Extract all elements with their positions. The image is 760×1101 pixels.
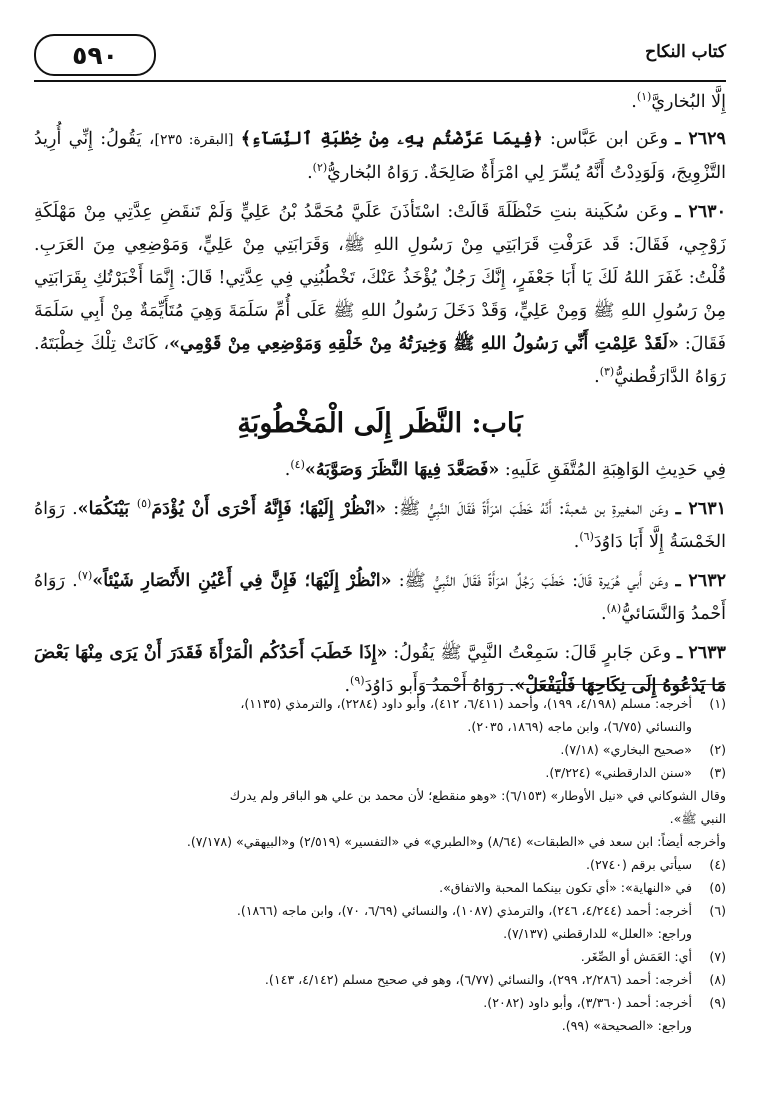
hadith-text: . رَوَاهُ أَحْمدُ وَالنَّسَائيُّ [34,571,726,624]
intro-text: إِلَّا البُخاريَّ [651,92,726,112]
hadith-number: ٢٦٣٢ ـ [675,571,726,591]
footnote-mark-2: (٢) [312,161,328,175]
chapter-intro: فِي حَدِيثِ الوَاهِبَةِ المُتَّفَقِ عَلَيهِ: «فَصَعَّدَ فِيهَا النَّظَرَ وَصَوَّبَهُ»$^{(٤)}$. [284,458,726,480]
footnote-label: (١) [709,696,726,711]
hadith-2632: ٢٦٣٢ ـ وعَن أَبي هُرَيرة قَالَ: خَطَبَ رَجُلٌ امْرَأَةً فَقَالَ النَّبِيُّ ﷺ: «انْظُرْ إِلَيْهَا؛ فَإِنَّ فِي أَعْيُنِ الأَنْصَارِ شَيْئاً»$^{(٧)}$. رَوَاهُ أَحْمدُ وَالنَّسَائيُّ$^{(٨)}$. [34,569,726,624]
hadith-number: ٢٦٣٠ ـ [675,202,726,222]
footnote-3-continued [34,784,726,853]
footnote-mark-1: (١) [636,90,652,104]
hadith-text: وعَن أَبي هُرَيرة قَالَ: خَطَبَ رَجُلٌ امْرَأَةً فَقَالَ النَّبِيُّ ﷺ: [391,571,669,591]
prophetic-quote: «فَصَعَّدَ فِيهَا النَّظَرَ وَصَوَّبَهُ» [304,460,500,480]
page-number: ٥٩٠ [34,34,156,76]
footnote-label: (٦) [709,903,726,918]
footnote-4 [34,853,726,876]
footnote-mark-8: (٨) [606,602,622,616]
footnote-line: أي: العَمَش أو الصِّغَر. [580,949,692,964]
footnote-6 [34,899,726,945]
header-rule [34,80,726,82]
footnote-label: (٨) [709,972,726,987]
intro-line: إِلَّا البُخاريَّ$^{(١)}$. [631,90,726,112]
footnote-label: (٣) [709,765,726,780]
footnote-9 [34,991,726,1037]
footnote-mark-3: (٣) [599,365,615,379]
hadith-text: . رَوَاهُ أَحْمدُ وَأَبو دَاوُدَ [364,676,515,696]
footnote-mark-5: (٥) [136,497,152,511]
hadith-number: ٢٦٣٣ ـ [676,643,726,663]
footnote-mark-4: (٤) [290,458,305,472]
intro-text: فِي حَدِيثِ الوَاهِبَةِ المُتَّفَقِ عَلَيهِ: [499,460,726,480]
footnote-line: «سنن الدارقطني» (٣/٢٢٤). [545,765,692,780]
hadith-text: وعَن سُكَينة بنتِ حَنْظَلَةَ قَالَتْ: اسْتَأذَنَ عَلَيَّ مُحَمَّدُ بْنُ عَلِيٍّ وَلَمْ تَنقَضِ عِدَّتِي مِنْ مَهْلَكَةِ زَوْجِي، فَقَالَ: قَد عَرَفْتِ قَرَابَتِي مِنْ رَسُولِ اللهِ ﷺ، وَقَرَابَتِي مِنْ عَلِيٍّ، وَمَوْضِعِي مِنَ العَرَبِ. قُلْتُ: غَفَرَ اللهُ لَكَ يَا أَبَا جَعْفَرٍ، إِنَّكَ رَجُلٌ يُؤْخَذُ عَنْكَ، تَخْطُبُنِي فِي عِدَّتِي! قَالَ: إِنَّمَا أَخْبَرْتُكِ بِقَرَابَتِي مِنْ رَسُولِ اللهِ ﷺ وَمِنْ عَلِيٍّ، وَقَدْ دَخَلَ رَسُولُ اللهِ ﷺ عَلَى أُمِّ سَلَمَةَ وَهِيَ مُتَأَيِّمَةٌ مِنْ أَبِي سَلَمَةَ فَقَالَ: [34,202,726,354]
footnote-line: أخرجه: أحمد (٣/٣٦٠)، وأبو داود (٢٠٨٢). [483,995,692,1010]
footnote-8 [34,968,726,991]
hadith-text: . رَوَاهُ الخَمْسَةُ إِلَّا أَبَا دَاوُدَ [34,499,726,552]
footnote-line: أخرجه: مسلم (٤/١٩٨، ١٩٩)، وأحمد (٦/٤١١، ٤١٢)، وأبو داود (٢٢٨٤)، والترمذي (١١٣٥)، [240,696,692,711]
hadith-text: ، كَانَتْ تِلْكَ خِطْبَتَهُ. رَوَاهُ الدَّارَقُطنيُّ [34,334,726,387]
footnote-label: (٢) [709,742,726,757]
hadith-2630: ٢٦٣٠ ـ وعَن سُكَينة بنتِ حَنْظَلَةَ قَالَتْ: اسْتَأذَنَ عَلَيَّ مُحَمَّدُ بْنُ عَلِيٍّ وَلَمْ تَنقَضِ عِدَّتِي مِنْ مَهْلَكَةِ زَوْجِي، فَقَالَ: قَد عَرَفْتِ قَرَابَتِي مِنْ رَسُولِ اللهِ ﷺ، وَقَرَابَتِي مِنْ عَلِيٍّ، وَمَوْضِعِي مِنَ العَرَبِ. قُلْتُ: غَفَرَ اللهُ لَكَ يَا أَبَا جَعْفَرٍ، إِنَّكَ رَجُلٌ يُؤْخَذُ عَنْكَ، تَخْطُبُنِي فِي عِدَّتِي! قَالَ: إِنَّمَا أَخْبَرْتُكِ بِقَرَابَتِي مِنْ رَسُولِ اللهِ ﷺ وَمِنْ عَلِيٍّ، وَقَدْ دَخَلَ رَسُولُ اللهِ ﷺ عَلَى أُمِّ سَلَمَةَ وَهِيَ مُتَأَيِّمَةٌ مِنْ أَبِي سَلَمَةَ فَقَالَ: «لَقَدْ عَلِمْتِ أَنِّي رَسُولُ اللهِ ﷺ وَخِيرَتُهُ مِنْ خَلْقِهِ وَمَوْضِعِي مِنْ قَوْمِي»، كَانَتْ تِلْكَ خِطْبَتَهُ. رَوَاهُ الدَّارَقُطنيُّ$^{(٣)}$. [34,202,726,387]
hadith-text: وعَن ابن عَبَّاس: [542,129,669,149]
footnotes [34,692,726,1037]
chapter-title: بَاب: النَّظَر إِلَى الْمَخْطُوبَةِ [237,408,523,439]
prophetic-quote-end: بَيْنَكُمَا» [77,499,137,519]
prophetic-quote: «إِذَا خَطَبَ أَحَدُكُم الْمَرْأَةَ فَقَدَرَ أَنْ يَرَى مِنْهَا بَعْضَ مَا يَدْعُوهُ إِلَى نِكَاحِهَا فَلْيَفْعَلْ» [34,643,726,696]
footnote-mark-6: (٦) [579,530,594,544]
footnote-label: (٤) [709,857,726,872]
hadith-2629: ٢٦٢٩ ـ وعَن ابن عَبَّاس: ﴿فِيمَا عَرَّضْتُم بِهِۦ مِنْ خِطْبَةِ ٱلنِّسَآءِ﴾ [البقرة: ٢٣٥]، يَقُولُ: إِنِّي أُرِيدُ التَّزْوِيجَ، وَلَوَدِدْتُ أَنَّهُ يُسِّرَ لِي امْرَأَةٌ صَالِحَةٌ. رَوَاهُ البُخاريُّ$^{(٢)}$. [34,129,726,183]
hadith-text: وعَن المغيرةِ بن شعبةَ: أَنَّهُ خَطَبَ امْرَأَةً فَقَالَ النَّبِيُّ ﷺ: [386,499,669,519]
hadith-number: ٢٦٢٩ ـ [675,129,726,149]
hadith-text: ، يَقُولُ: إِنِّي أُرِيدُ التَّزْوِيجَ، وَلَوَدِدْتُ أَنَّهُ يُسِّرَ لِي امْرَأَةٌ صَالِحَةٌ. رَوَاهُ البُخاريُّ [34,129,726,183]
main-text [34,86,726,709]
footnote-7 [34,945,726,968]
footnote-line: وراجع: «الصحيحة» (٩٩). [561,1018,692,1033]
prophetic-quote: «لَقَدْ عَلِمْتِ أَنِّي رَسُولُ اللهِ ﷺ وَخِيرَتُهُ مِنْ خَلْقِهِ وَمَوْضِعِي مِنْ قَوْمِي» [169,334,679,354]
quran-reference: [البقرة: ٢٣٥] [154,132,234,148]
quran-quote: ﴿فِيمَا عَرَّضْتُم بِهِۦ مِنْ خِطْبَةِ ٱلنِّسَآءِ﴾ [240,129,543,149]
page-header [34,34,726,82]
footnote-line: وراجع: «العلل» للدارقطني (٧/١٣٧). [503,926,692,941]
hadith-text: وعَن جَابرٍ قَالَ: سَمِعْتُ النَّبِيَّ ﷺ يَقُولُ: [387,643,672,663]
hadith-2631: ٢٦٣١ ـ وعَن المغيرةِ بن شعبةَ: أَنَّهُ خَطَبَ امْرَأَةً فَقَالَ النَّبِيُّ ﷺ: «انْظُرْ إِلَيْهَا؛ فَإِنَّهُ أَحْرَى أَنْ يُؤْدَمَ$^{(٥)}$ بَيْنَكُمَا». رَوَاهُ الخَمْسَةُ إِلَّا أَبَا دَاوُدَ$^{(٦)}$. [34,497,727,552]
footnote-5 [34,876,726,899]
footnote-line: أخرجه: أحمد (٤/٢٤٤، ٢٤٦)، والترمذي (١٠٨٧)، والنسائي (٦/٦٩، ٧٠)، وابن ماجه (١٨٦٦). [236,903,692,918]
footnote-label: (٩) [709,995,726,1010]
footnote-1 [34,692,726,738]
prophetic-quote: «انْظُرْ إِلَيْهَا؛ فَإِنَّهُ أَحْرَى أَنْ يُؤْدَمَ [151,499,387,519]
footnote-line: أخرجه: أحمد (٢/٢٨٦، ٢٩٩)، والنسائي (٦/٧٧)، وهو في صحيح مسلم (٤/١٤٢، ١٤٣). [264,972,692,987]
running-title: كتاب النكاح [645,42,726,62]
footnote-line: النبي ﷺ». [669,811,726,826]
footnote-mark-9: (٩) [350,674,365,688]
footnote-label: (٧) [709,949,726,964]
footnote-line: سيأتي برقم (٢٧٤٠). [586,857,692,872]
footnote-line: في «النهاية»: «أي تكون بينكما المحبة والاتفاق». [439,880,692,895]
prophetic-quote: «انْظُرْ إِلَيْهَا؛ فَإِنَّ فِي أَعْيُنِ الأَنْصَارِ شَيْئاً» [92,571,392,591]
footnote-line: «صحيح البخاري» (٧/١٨). [560,742,692,757]
hadith-2633: ٢٦٣٣ ـ وعَن جَابرٍ قَالَ: سَمِعْتُ النَّبِيَّ ﷺ يَقُولُ: «إِذَا خَطَبَ أَحَدُكُم الْمَرْأَةَ فَقَدَرَ أَنْ يَرَى مِنْهَا بَعْضَ مَا يَدْعُوهُ إِلَى نِكَاحِهَا فَلْيَفْعَلْ». رَوَاهُ أَحْمدُ وَأَبو دَاوُدَ$^{(٩)}$. [34,643,726,696]
footnote-mark-7: (٧) [77,569,93,583]
footnote-line: وأخرجه أيضاً: ابن سعد في «الطبقات» (٨/٦٤) و«الطبري» في «التفسير» (٢/٥١٩) و«البيهقي» (٧/١٧٨). [186,834,726,849]
footnote-3 [34,761,726,784]
footnote-line: والنسائي (٦/٧٥)، وابن ماجه (١٨٦٩، ٢٠٣٥). [467,719,692,734]
hadith-number: ٢٦٣١ ـ [675,499,727,519]
footnote-line: وقال الشوكاني في «نيل الأوطار» (٦/١٥٣): «وهو منقطع؛ لأن محمد بن علي هو الباقر ولم يدرك [229,788,726,803]
footnote-2 [34,738,726,761]
footnote-label: (٥) [709,880,726,895]
footnote-divider [426,684,726,685]
